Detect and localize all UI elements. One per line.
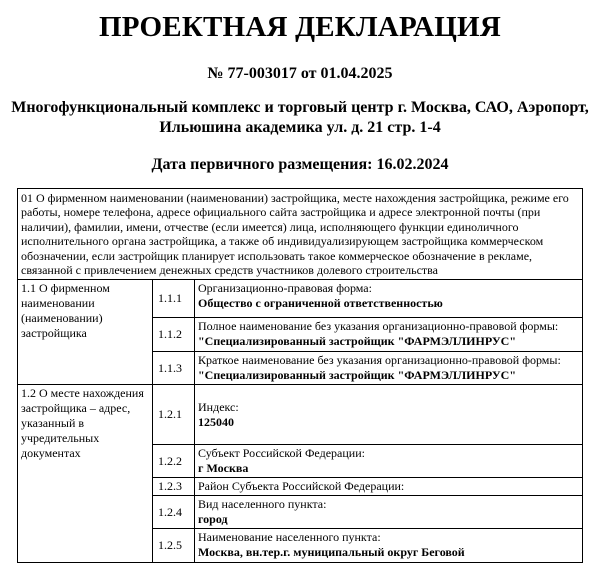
row-value: город [198,512,228,527]
declaration-number: № 77-003017 от 01.04.2025 [207,65,393,82]
row-number: 1.2.3 [153,478,195,496]
row-content [195,529,583,563]
object-address [10,98,590,138]
row-number: 1.2.2 [153,445,195,478]
row-value: Москва, вн.тер.г. муниципальный округ Беговой [198,545,465,560]
intro-text: 01 О фирменном наименовании (наименовании) застройщика, месте нахождения застройщика, режиме его работы, номере телефона, адресе официального сайта застройщика и адресе электронной почты (при наличии), фамилии, имени, отчестве (если имеется) лица, исполняющего функции единоличного исполнительного органа застройщика, а также об индивидуализирующем застройщика коммерческом обозначении, если застройщик планирует использовать такое коммерческое обозначение в рекламе, связанной с привлечением денежных средств участников долевого строительства [18,189,583,280]
row-content [195,385,583,445]
row-label: Краткое наименование без указания организационно-правовой формы: [198,353,561,368]
row-content [195,478,583,496]
row-label: Организационно-правовая форма: [198,281,372,296]
row-value: "Специализированный застройщик "ФАРМЭЛЛИНРУС" [198,334,516,349]
row-label: Наименование населенного пункта: [198,530,381,545]
developer-info-table [17,188,583,563]
object-address-line-1: Многофункциональный комплекс и торговый центр г. Москва, САО, Аэропорт, [11,99,589,116]
row-value: г Москва [198,461,249,476]
table-row [18,385,583,445]
row-number: 1.2.1 [153,385,195,445]
row-content [195,352,583,385]
row-number: 1.1.1 [153,280,195,318]
row-content [195,496,583,529]
row-content [195,445,583,478]
row-label: Индекс: [198,399,239,414]
row-value: 125040 [198,414,234,429]
row-value: "Специализированный застройщик "ФАРМЭЛЛИНРУС" [198,368,516,383]
row-number: 1.1.2 [153,318,195,352]
object-address-line-2: Ильюшина академика ул. д. 21 стр. 1-4 [159,119,441,136]
row-content [195,280,583,318]
section-title: 1.2 О месте нахождения застройщика – адрес, указанный в учредительных документах [18,385,153,563]
table-row [18,280,583,318]
row-label: Вид населенного пункта: [198,497,327,512]
document-title: ПРОЕКТНАЯ ДЕКЛАРАЦИЯ [99,11,501,43]
row-number: 1.1.3 [153,352,195,385]
row-value: Общество с ограниченной ответственностью [198,296,443,311]
row-label: Район Субъекта Российской Федерации: [198,479,405,494]
row-label: Полное наименование без указания организационно-правовой формы: [198,319,559,334]
section-title: 1.1 О фирменном наименовании (наименовании) застройщика [18,280,153,385]
row-number: 1.2.5 [153,529,195,563]
first-publication-date: Дата первичного размещения: 16.02.2024 [151,156,449,173]
intro-row [18,189,583,280]
row-label: Субъект Российской Федерации: [198,446,365,461]
row-content [195,318,583,352]
row-number: 1.2.4 [153,496,195,529]
